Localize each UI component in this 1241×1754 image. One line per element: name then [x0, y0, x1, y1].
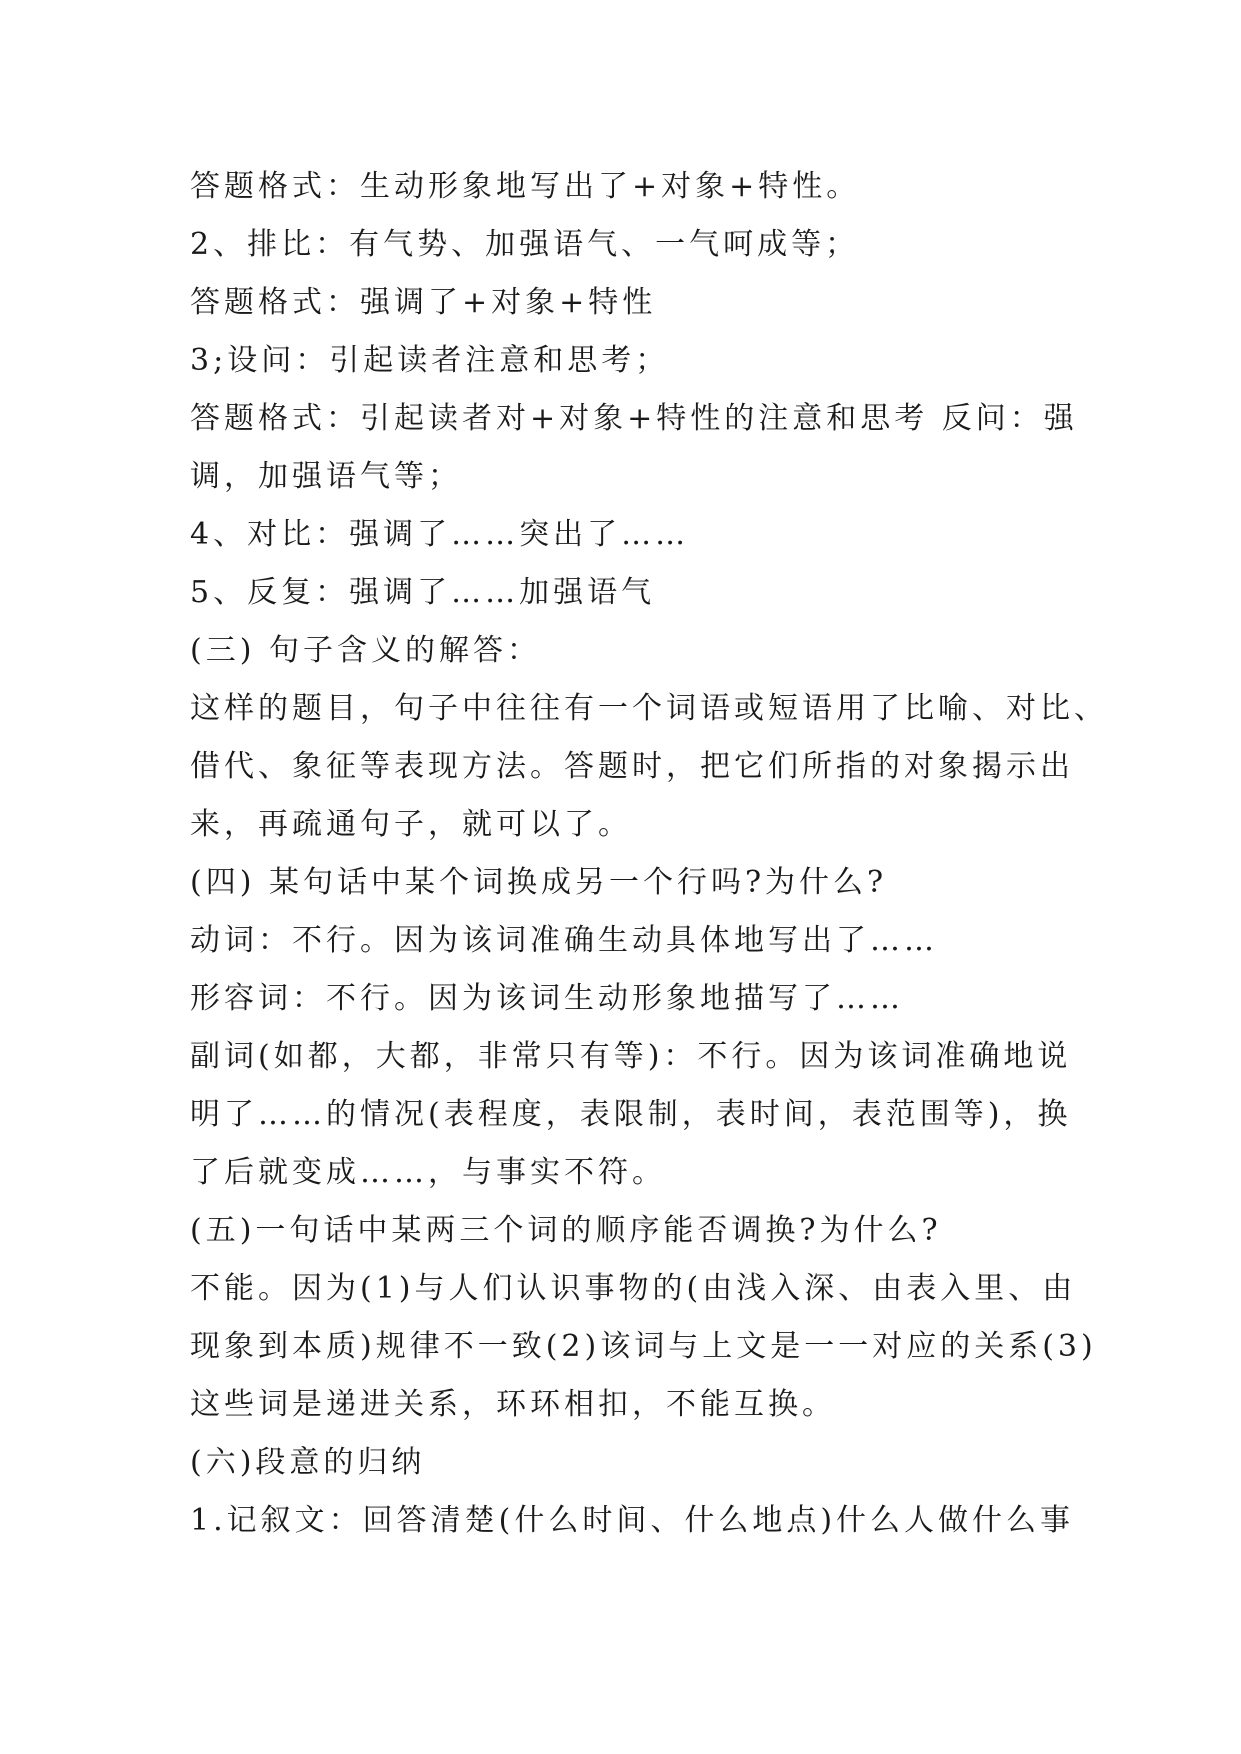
text-line: 答题格式：引起读者对+对象+特性的注意和思考 反问：强: [190, 401, 1078, 436]
text-line: 形容词：不行。因为该词生动形象地描写了……: [190, 981, 904, 1016]
text-line: 借代、象征等表现方法。答题时，把它们所指的对象揭示出: [190, 749, 1074, 784]
text-line: 来，再疏通句子，就可以了。: [190, 807, 632, 842]
text-line: 1.记叙文：回答清楚(什么时间、什么地点)什么人做什么事: [190, 1503, 1075, 1538]
text-line: 2、排比：有气势、加强语气、一气呵成等；: [190, 227, 860, 262]
section-heading: (六)段意的归纳: [190, 1445, 426, 1480]
text-line: 不能。因为(1)与人们认识事物的(由浅入深、由表入里、由: [190, 1271, 1077, 1306]
document-page: [190, 158, 1108, 1550]
section-heading: (五)一句话中某两三个词的顺序能否调换?为什么?: [190, 1213, 942, 1248]
text-line: 5、反复：强调了……加强语气: [190, 575, 656, 610]
text-line: 调，加强语气等；: [190, 459, 462, 494]
text-line: 这些词是递进关系，环环相扣，不能互换。: [190, 1387, 836, 1422]
section-heading: (三) 句子含义的解答：: [190, 633, 541, 668]
text-line: 答题格式：强调了+对象+特性: [190, 285, 657, 320]
text-line: 副词(如都，大都，非常只有等)：不行。因为该词准确地说: [190, 1039, 1072, 1074]
text-line: 答题格式：生动形象地写出了+对象+特性。: [190, 169, 861, 204]
text-line: 现象到本质)规律不一致(2)该词与上文是一一对应的关系(3): [190, 1329, 1097, 1364]
text-line: 4、对比：强调了……突出了……: [190, 517, 690, 552]
text-line: 3;设问：引起读者注意和思考；: [190, 343, 670, 378]
text-line: 这样的题目，句子中往往有一个词语或短语用了比喻、对比、: [190, 691, 1108, 726]
text-line: 了后就变成……，与事实不符。: [190, 1155, 666, 1190]
text-line: 明了……的情况(表程度，表限制，表时间，表范围等)，换: [190, 1097, 1072, 1132]
text-line: 动词：不行。因为该词准确生动具体地写出了……: [190, 923, 938, 958]
section-heading: (四) 某句话中某个词换成另一个行吗?为什么?: [190, 865, 888, 900]
